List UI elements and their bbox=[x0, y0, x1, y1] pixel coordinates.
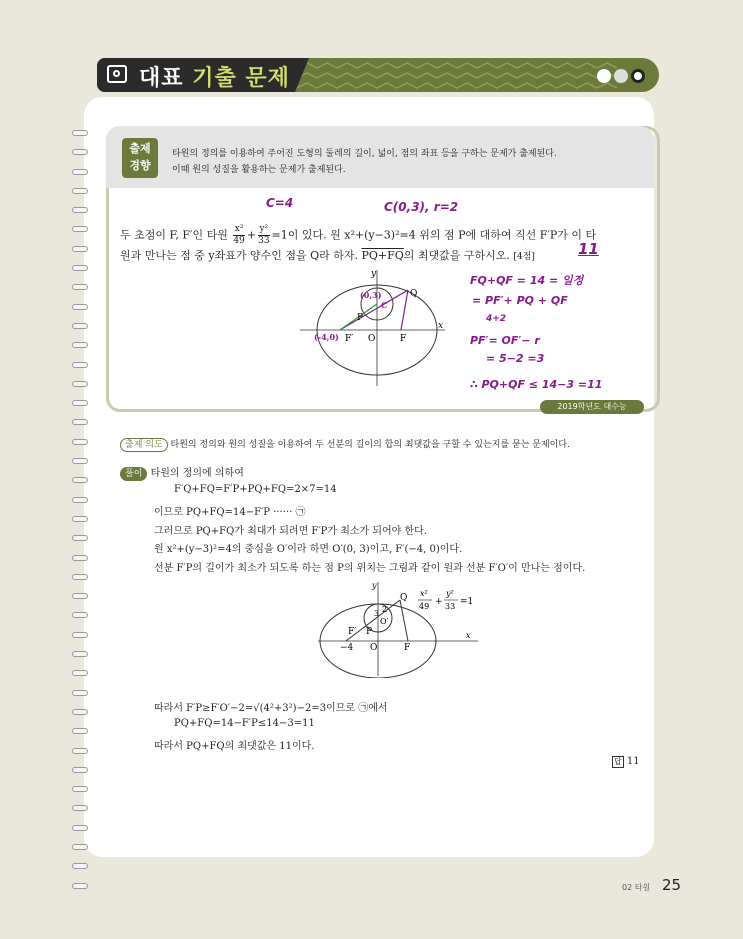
progress-dots bbox=[594, 68, 645, 87]
hand-c-value: C=4 bbox=[266, 196, 294, 210]
fig2-o-label: O bbox=[370, 643, 378, 653]
figure-problem bbox=[300, 268, 450, 388]
trend-line-1: 타원의 정의를 이용하여 주어진 도형의 둘레의 길이, 넓이, 점의 좌표 등을 구하는 문제가 출제된다. bbox=[172, 149, 557, 159]
hand-circle-info: C(0,3), r=2 bbox=[384, 200, 459, 214]
banner-title-block bbox=[97, 58, 295, 92]
solution-line-4: 그러므로 PQ+FQ가 최대가 되려면 F′P가 최소가 되어야 한다. bbox=[154, 526, 428, 537]
fig2-eq-rhs: =1 bbox=[460, 597, 474, 607]
solution-line-2: F′Q+FQ=F′P+PQ+FQ=2×7=14 bbox=[174, 484, 337, 495]
solution-line-9: 따라서 PQ+FQ의 최댓값은 11이다. bbox=[154, 741, 315, 752]
solution-line-7: 따라서 F′P≥F′O′−2=√(4²+3²)−2=3이므로 ㉠에서 bbox=[154, 703, 388, 714]
fig2-op-label: O′ bbox=[380, 617, 389, 626]
footer-chapter: 02 타원 bbox=[622, 883, 651, 892]
final-answer: 답 11 bbox=[614, 756, 640, 767]
fig2-eq-plus: + bbox=[435, 597, 443, 607]
fig2-eq-yden: 33 bbox=[445, 602, 456, 611]
hand-line-2: = PF′+ PQ + QF bbox=[472, 294, 568, 307]
hand-line-6: ∴ PQ+QF ≤ 14−3 =11 bbox=[470, 378, 603, 391]
fig2-eq-ynum: y² bbox=[446, 589, 454, 598]
fig2-p-label: P bbox=[366, 627, 373, 637]
fig1-f-label: F bbox=[400, 334, 407, 344]
fig1-hand-focus: (-4,0) bbox=[314, 332, 339, 342]
intent-label: 출제 의도 bbox=[120, 438, 168, 452]
solution-label: 풀이 bbox=[120, 467, 147, 481]
intent-text: 타원의 정의와 원의 성질을 이용하여 두 선분의 길이의 합의 최댓값을 구할 수 있는지를 묻는 문제이다. bbox=[170, 440, 570, 450]
solution-row-1: 풀이 타원의 정의에 의하여 bbox=[120, 464, 244, 481]
fig1-p-label: P bbox=[357, 313, 364, 323]
spiral-binding bbox=[72, 130, 94, 840]
hand-line-5: = 5−2 =3 bbox=[486, 352, 545, 365]
fig2-f-label: F bbox=[404, 643, 411, 653]
gear-icon bbox=[631, 69, 645, 83]
figure-solution bbox=[318, 578, 508, 678]
fig2-eq-xden: 49 bbox=[419, 602, 430, 611]
hand-line-3: 4+2 bbox=[486, 314, 507, 324]
intent-row bbox=[120, 437, 570, 452]
problem-line-2: 원과 만나는 점 중 y좌표가 양수인 점을 Q라 하자. PQ+FQ의 최댓값을 구하시오. [4점] bbox=[120, 249, 535, 262]
fig2-x-label: x bbox=[466, 631, 471, 640]
solution-line-5: 원 x²+(y−3)²=4의 중심을 O′이라 하면 O′(0, 3)이고, F′(−4, 0)이다. bbox=[154, 544, 463, 555]
problem-line-1: 두 초점이 F, F′인 타원 $\frac{\text{x²}}{49}$ + $\frac{\text{y²}}{33}$ =1이 있다. 원 x²+(y−3)²=4 위의 점 P에 대하여 직선 F′P가 이 타 bbox=[120, 224, 597, 246]
fig2-y-label: y bbox=[372, 581, 377, 590]
fig2-3-label: 3 bbox=[374, 609, 380, 618]
year-badge: 2019학년도 대수능 bbox=[540, 400, 644, 414]
fig2-2-label: 2 bbox=[382, 605, 388, 614]
hand-line-4: PF′= OF′− r bbox=[470, 334, 540, 347]
fig1-q-label: Q bbox=[410, 289, 418, 299]
solution-line-8: PQ+FQ=14−F′P≤14−3=11 bbox=[174, 718, 315, 729]
hand-answer: 11 bbox=[578, 240, 599, 258]
trend-badge: 출제 경향 bbox=[122, 138, 158, 178]
fig1-y-label: y bbox=[371, 269, 377, 279]
trend-line-2: 이때 원의 성질을 활용하는 문제가 출제된다. bbox=[172, 165, 346, 175]
answer-icon: 답 bbox=[614, 757, 622, 766]
fig2-neg4-label: −4 bbox=[340, 643, 354, 653]
fig2-fp-label: F′ bbox=[348, 627, 357, 637]
hand-line-1: FQ+QF = 14 = 일정 bbox=[470, 274, 584, 287]
zigzag-pattern bbox=[297, 58, 637, 92]
fig2-q-label: Q bbox=[400, 593, 408, 603]
fig1-x-label: x bbox=[438, 321, 444, 331]
solution-line-3: 이므로 PQ+FQ=14−F′P ······ ㉠ bbox=[154, 507, 306, 518]
banner-title: 대표 기출 문제 bbox=[139, 66, 290, 91]
fig1-hand-c: C bbox=[381, 300, 388, 310]
fig1-o-label: O bbox=[368, 334, 376, 344]
fig2-eq-xnum: x² bbox=[420, 589, 428, 598]
solution-line-6: 선분 F′P의 길이가 최소가 되도록 하는 점 P의 위치는 그림과 같이 원과 선분 F′O′이 만나는 점이다. bbox=[154, 563, 586, 574]
fig1-fp-label: F′ bbox=[345, 334, 354, 344]
fig1-hand-center: (0,3) bbox=[360, 290, 382, 300]
page-number: 25 bbox=[662, 876, 682, 894]
dot-icon bbox=[614, 69, 628, 83]
camera-icon bbox=[107, 65, 127, 83]
dot-icon bbox=[597, 69, 611, 83]
section-banner bbox=[97, 58, 659, 92]
